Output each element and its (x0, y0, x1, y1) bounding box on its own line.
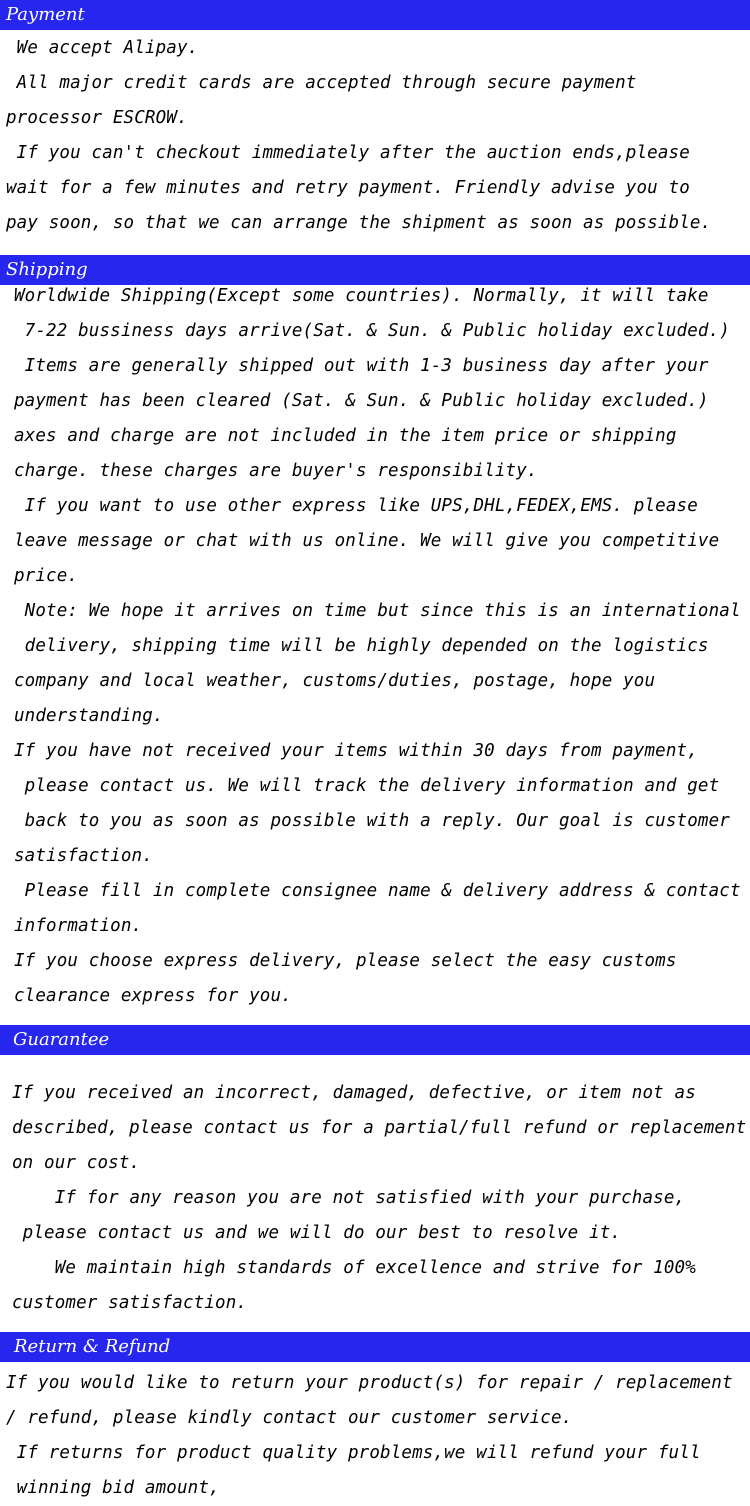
shipping-line: axes and charge are not included in the item price or shipping (14, 426, 677, 446)
payment-line: If you can't checkout immediately after the auction ends,please (6, 143, 690, 163)
guarantee-line: on our cost. (12, 1153, 141, 1173)
return-refund-line: If you would like to return your product(s) for repair / replacement (6, 1373, 733, 1393)
shipping-line: If you choose express delivery, please select the easy customs (14, 951, 677, 971)
shipping-line: Items are generally shipped out with 1-3 business day after your (14, 356, 709, 376)
return-refund-line: winning bid amount, (6, 1478, 220, 1498)
payment-line: We accept Alipay. (6, 38, 199, 58)
shipping-line: information. (14, 916, 143, 936)
return-refund-header (0, 1332, 750, 1362)
guarantee-title: Guarantee (13, 1029, 110, 1050)
shipping-line: If you want to use other express like UPS,DHL,FEDEX,EMS. please (14, 496, 698, 516)
shipping-line: please contact us. We will track the delivery information and get (14, 776, 720, 796)
return-refund-line: If returns for product quality problems,we will refund your full (6, 1443, 701, 1463)
shipping-line: Note: We hope it arrives on time but since this is an international (14, 601, 741, 621)
payment-line: processor ESCROW. (6, 108, 188, 128)
guarantee-line: customer satisfaction. (12, 1293, 248, 1313)
shipping-title: Shipping (6, 259, 88, 280)
guarantee-header (0, 1025, 750, 1055)
shipping-line: leave message or chat with us online. We will give you competitive (14, 531, 720, 551)
shipping-line: Please fill in complete consignee name & delivery address & contact (14, 881, 741, 901)
guarantee-line: We maintain high standards of excellence and strive for 100% (12, 1258, 696, 1278)
payment-header (0, 0, 750, 30)
shipping-line: back to you as soon as possible with a reply. Our goal is customer (14, 811, 730, 831)
shipping-line: payment has been cleared (Sat. & Sun. & Public holiday excluded.) (14, 391, 709, 411)
shipping-line: price. (14, 566, 79, 586)
shipping-line: understanding. (14, 706, 164, 726)
guarantee-line: If you received an incorrect, damaged, defective, or item not as (12, 1083, 696, 1103)
guarantee-line: please contact us and we will do our best to resolve it. (12, 1223, 622, 1243)
payment-line: wait for a few minutes and retry payment. Friendly advise you to (6, 178, 690, 198)
return-refund-title: Return & Refund (14, 1336, 171, 1357)
guarantee-line: If for any reason you are not satisfied with your purchase, (12, 1188, 686, 1208)
shipping-line: 7-22 bussiness days arrive(Sat. & Sun. & Public holiday excluded.) (14, 321, 730, 341)
payment-title: Payment (6, 4, 85, 25)
shipping-line: If you have not received your items within 30 days from payment, (14, 741, 698, 761)
shipping-line: delivery, shipping time will be highly depended on the logistics (14, 636, 709, 656)
guarantee-line: described, please contact us for a partial/full refund or replacement (12, 1118, 747, 1138)
payment-line: All major credit cards are accepted through secure payment (6, 73, 637, 93)
shipping-line: satisfaction. (14, 846, 153, 866)
shipping-line: Worldwide Shipping(Except some countries). Normally, it will take (14, 286, 709, 306)
return-refund-line: / refund, please kindly contact our customer service. (6, 1408, 573, 1428)
payment-line: pay soon, so that we can arrange the shipment as soon as possible. (6, 213, 712, 233)
shipping-line: company and local weather, customs/duties, postage, hope you (14, 671, 656, 691)
shipping-line: clearance express for you. (14, 986, 292, 1006)
shipping-line: charge. these charges are buyer's responsibility. (14, 461, 538, 481)
